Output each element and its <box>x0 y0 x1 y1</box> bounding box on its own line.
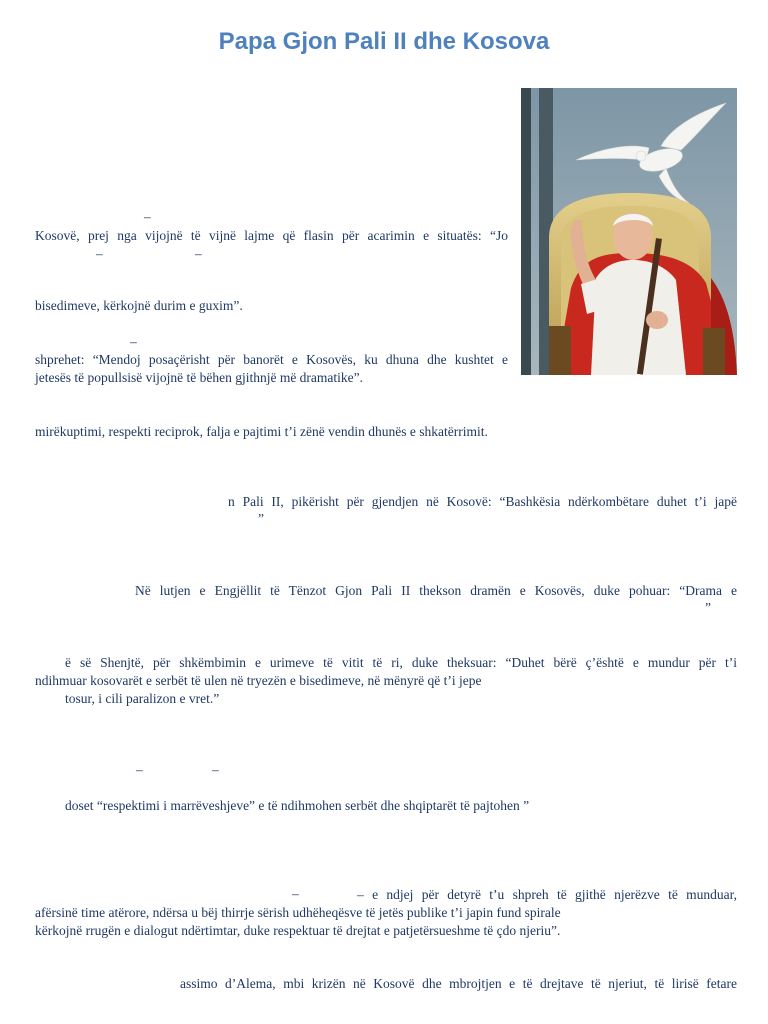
paragraph-line: ” <box>705 600 711 615</box>
paragraph-line: afërsinë time atërore, ndërsa u bëj thirrje sërish udhëheqësve të jetës publike t’i japin fund spirale <box>35 905 561 920</box>
paragraph-line: Kosovë, prej nga vijojnë të vijnë lajme që flasin për acarimin e situatës: “Jo <box>35 228 508 243</box>
pope-photo <box>521 88 737 375</box>
dash: – <box>130 334 137 349</box>
dash: – <box>195 246 202 261</box>
dash: – <box>96 246 103 261</box>
paragraph-line: ” <box>258 511 264 526</box>
dash: – <box>136 762 143 777</box>
paragraph-line: doset “respektimi i marrëveshjeve” e të ndihmohen serbët dhe shqiptarët të pajtohen ” <box>65 798 530 813</box>
paragraph-line: bisedimeve, kërkojnë durim e guxim”. <box>35 298 243 313</box>
paragraph-line: shprehet: “Mendoj posaçërisht për banorët e Kosovës, ku dhuna dhe kushtet e <box>35 352 508 367</box>
pope-photo-image <box>521 88 737 375</box>
page-title: Papa Gjon Pali II dhe Kosova <box>218 28 550 55</box>
paragraph-line: ë së Shenjtë, për shkëmbimin e urimeve të vitit të ri, duke theksuar: “Duhet bërë ç’është e mundur për t’i <box>65 655 737 670</box>
paragraph-line: – e ndjej për detyrë t’u shpreh të gjithë njerëzve të munduar, <box>357 887 737 902</box>
paragraph-line: assimo d’Alema, mbi krizën në Kosovë dhe mbrojtjen e të drejtave të njeriut, të lirisë fetare <box>180 976 737 991</box>
paragraph-line: jetesës të popullsisë vijojnë të bëhen gjithnjë më dramatike”. <box>35 370 364 385</box>
paragraph-line: kërkojnë rrugën e dialogut ndërtimtar, duke respektuar të drejtat e patjetërsueshme të çdo njeriu”. <box>35 923 561 938</box>
paragraph-line: ndihmuar kosovarët e serbët të ulen në tryezën e bisedimeve, në mënyrë që t’i jepe <box>35 673 482 688</box>
paragraph-line: mirëkuptimi, respekti reciprok, falja e pajtimi t’i zënë vendin dhunës e shkatërrimit. <box>35 424 488 439</box>
paragraph-line: tosur, i cili paralizon e vret.” <box>65 691 220 706</box>
paragraph-line: Në lutjen e Engjëllit të Tënzot Gjon Pali II thekson dramën e Kosovës, duke pohuar: “Drama e <box>135 583 737 598</box>
dash: – <box>292 886 299 901</box>
paragraph-line: n Pali II, pikërisht për gjendjen në Kosovë: “Bashkësia ndërkombëtare duhet t’i japë <box>228 494 737 509</box>
dash: – <box>144 209 151 224</box>
dash: – <box>212 762 219 777</box>
